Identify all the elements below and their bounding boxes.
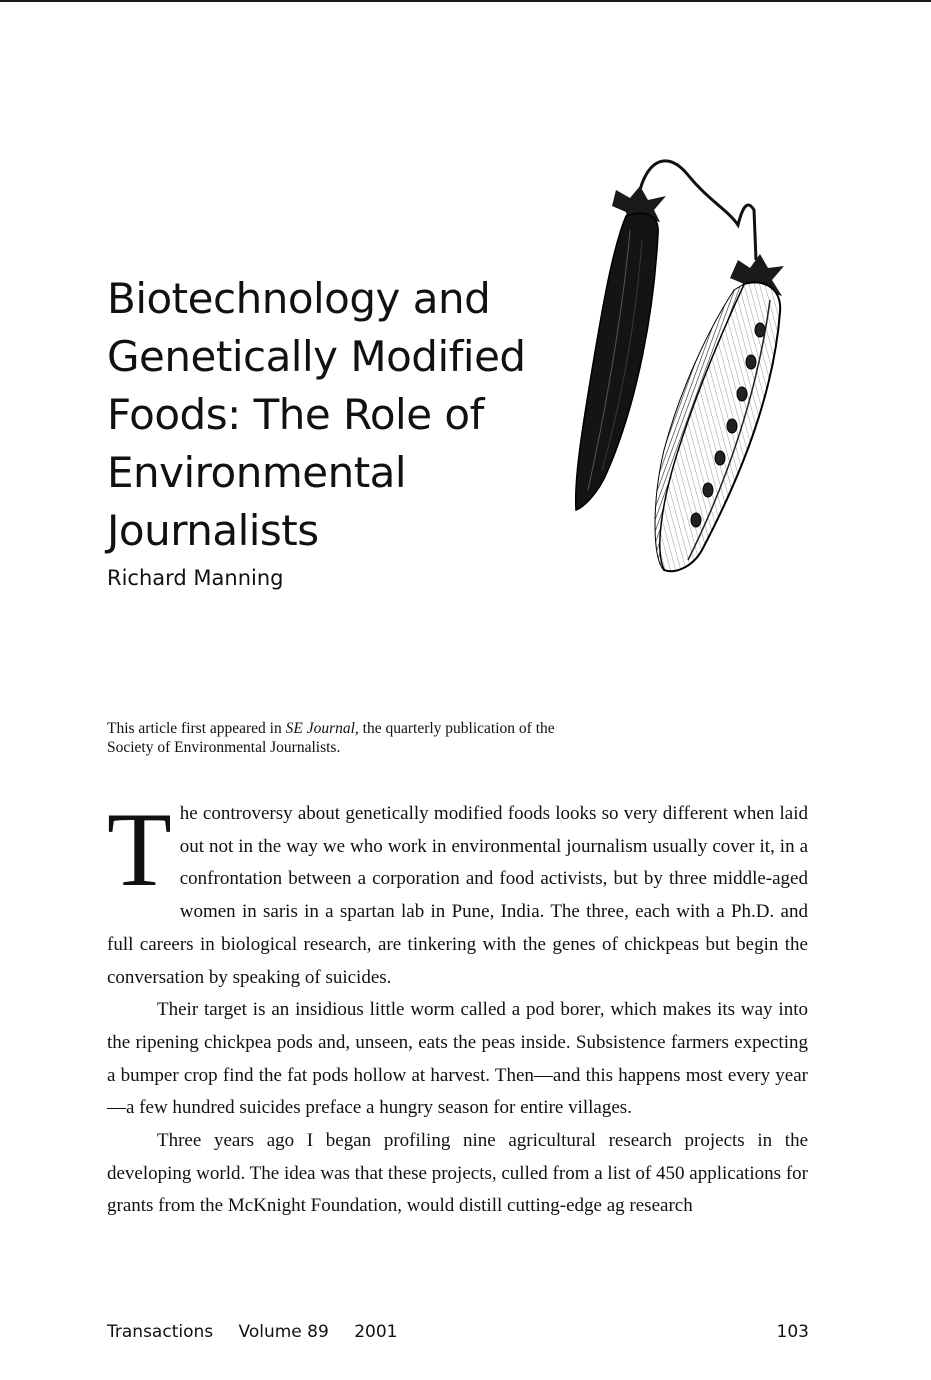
footer-volume: Volume 89 <box>238 1322 329 1342</box>
note-suffix: , the quarterly publication of the Society of Environmental Journalists. <box>107 720 555 756</box>
drop-cap: T <box>107 791 172 908</box>
footer-year: 2001 <box>354 1322 398 1342</box>
title-line: Environmental <box>107 448 407 497</box>
author-name: Richard Manning <box>107 566 284 590</box>
title-line: Genetically Modified <box>107 332 526 381</box>
article-title <box>107 270 577 560</box>
note-journal: SE Journal <box>285 720 355 737</box>
article-body <box>107 791 808 1223</box>
paragraph-1 <box>107 791 808 994</box>
footer-journal: Transactions <box>107 1322 214 1342</box>
top-rule <box>0 0 931 2</box>
paragraph-2: Their target is an insidious little worm called a pod borer, which makes its way into the ripening chickpea pods and, unseen, eats the peas inside. Subsistence farmers expecting a bumper crop find the fat pods hollow at harvest. Then—and this happens most every year—a few hundred suicides preface a hungry season for entire villages. <box>107 999 808 1119</box>
publication-note <box>107 719 577 757</box>
page-number: 103 <box>776 1322 809 1342</box>
paragraph-1-text: he controversy about genetically modified foods looks so very different when laid out not in the way we who work in environmental journalism usually cover it, in a confrontation between a corporation and food activists, but by three middle-aged women in saris in a spartan lab in Pune, India. The three, each with a Ph.D. and full careers in biological research, are tinkering with the genes of chickpeas but begin the conversation by speaking of suicides. <box>107 803 808 988</box>
note-prefix: This article first appeared in <box>107 720 286 737</box>
paragraph-3: Three years ago I began profiling nine agricultural research projects in the developing world. The idea was that these projects, culled from a list of 450 applications for grants from the McKnight Foundation, would distill cutting-edge ag research <box>107 1130 808 1217</box>
title-line: Biotechnology and <box>107 274 491 323</box>
title-line: Journalists <box>107 506 319 555</box>
pea-pods-illustration <box>568 150 798 580</box>
running-footer <box>107 1322 417 1342</box>
title-line: Foods: The Role of <box>107 390 484 439</box>
